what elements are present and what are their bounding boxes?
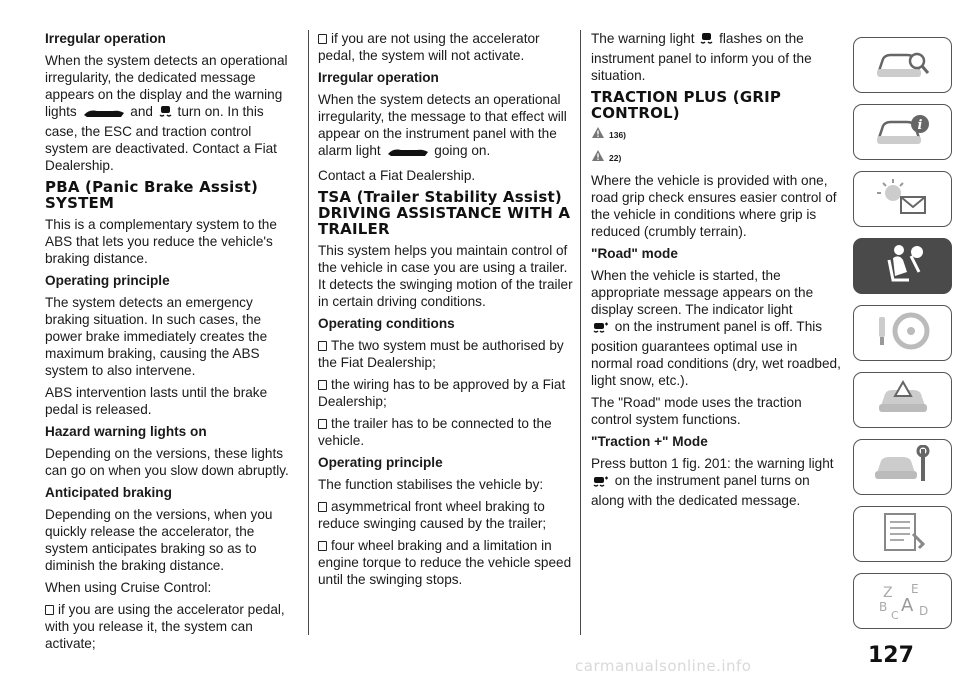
car-search-icon	[873, 43, 933, 88]
svg-text:E: E	[910, 581, 919, 596]
bullet-text: four wheel braking and a limitation in engine torque to reduce the vehicle speed until the swinging stops.	[318, 538, 572, 587]
bullet-icon	[318, 341, 327, 351]
text-traction-a: Press button 1 fig. 201: the warning light	[591, 456, 834, 471]
subheading-anticipated: Anticipated braking	[45, 485, 172, 500]
page-number: 127	[868, 643, 914, 668]
paragraph-contact: Contact a Fiat Dealership.	[318, 168, 476, 183]
subheading-road-mode: "Road" mode	[591, 246, 678, 261]
esc-skid-icon	[387, 145, 429, 162]
tab-starting-driving[interactable]	[853, 305, 952, 361]
paragraph-cruise: When using Cruise Control:	[45, 580, 212, 595]
esc-skid-icon	[83, 106, 125, 123]
tab-knowing-vehicle[interactable]	[853, 37, 952, 93]
subheading-operating-principle: Operating principle	[45, 273, 170, 288]
bullet-icon	[318, 380, 327, 390]
ref-22: 22)	[609, 153, 622, 163]
column-divider-2	[580, 30, 581, 635]
text-traction-b: on the instrument panel turns on along with the dedicated message.	[591, 473, 810, 508]
paragraph-op1: The system detects an emergency braking situation. In such cases, the power brake immediately creates the maximum braking, causing the ABS system to also intervene.	[45, 295, 268, 378]
tab-safety[interactable]	[853, 238, 952, 294]
text-and: and	[130, 104, 153, 119]
bullet-icon	[318, 419, 327, 429]
svg-text:i: i	[917, 117, 922, 133]
column-1	[45, 30, 295, 657]
heading-tsa: TSA (Trailer Stability Assist) DRIVING ASSISTANCE WITH A TRAILER	[318, 188, 571, 238]
traction-car-icon	[159, 105, 172, 123]
paragraph-road	[591, 267, 841, 389]
bullet-text: if you are not using the accelerator pedal, the system will not activate.	[318, 31, 540, 63]
checklist-icon	[873, 510, 933, 559]
paragraph-warning-light	[591, 30, 841, 84]
bullet-icon	[318, 34, 327, 44]
paragraph-traction	[591, 455, 841, 509]
text-irregular-b: turn on. In this case, the ESC and traction control system are deactivated. Contact a Fiat Dealership.	[45, 104, 277, 173]
alphabet-index-icon	[873, 577, 933, 626]
column-2	[318, 30, 574, 593]
paragraph-tsa: This system helps you maintain control of the vehicle in case you are using a trailer. It detects the swinging motion of the trailer in certain driving conditions.	[318, 243, 573, 309]
subheading-irregular-operation: Irregular operation	[45, 31, 166, 46]
bullet-icon	[45, 605, 54, 615]
text-irregular-a: When the system detects an operational irregularity, the dedicated message appears on the display and the warning lights	[45, 53, 288, 119]
caution-triangle-icon	[591, 149, 605, 168]
ref-136: 136)	[609, 130, 627, 140]
svg-text:B: B	[878, 599, 887, 614]
tab-instrument-panel[interactable]	[853, 104, 952, 160]
svg-text:A: A	[900, 594, 913, 616]
subheading-conditions: Operating conditions	[318, 316, 455, 331]
paragraph-op2: ABS intervention lasts until the brake pedal is released.	[45, 385, 268, 417]
car-info-icon	[873, 110, 933, 155]
paragraph-hazard: Depending on the versions, these lights can go on when you slow down abruptly.	[45, 446, 289, 478]
bullet-condition-1	[318, 337, 574, 371]
svg-text:Z: Z	[882, 584, 893, 601]
column-divider-1	[308, 30, 309, 635]
subheading-irregular-operation-2: Irregular operation	[318, 70, 439, 85]
bullet-icon	[318, 502, 327, 512]
text-irregular-a: When the system detects an operational irregularity, the message to that effect will appear on the instrument panel with the alarm light	[318, 92, 567, 158]
traction-plus-icon	[593, 475, 609, 492]
warning-triangle-icon	[591, 126, 605, 145]
bullet-text: the wiring has to be approved by a Fiat Dealership;	[318, 377, 566, 409]
tab-emergency[interactable]	[853, 372, 952, 428]
watermark: carmanualsonline.info	[575, 657, 752, 675]
paragraph-road2: The "Road" mode uses the traction control system functions.	[591, 395, 802, 427]
subheading-traction-mode: "Traction +" Mode	[591, 434, 708, 449]
svg-text:D: D	[918, 603, 928, 618]
car-warning-icon	[873, 378, 933, 423]
key-steering-icon	[873, 309, 933, 358]
paragraph-irregular-2	[318, 91, 574, 162]
warning-ref-22	[591, 149, 841, 168]
tab-servicing[interactable]	[853, 439, 952, 495]
bullet-principle-2	[318, 537, 574, 588]
paragraph-anticipated: Depending on the versions, when you quickly release the accelerator, the system anticipates braking so as to diminish the braking distance.	[45, 507, 273, 573]
bullet-condition-2	[318, 376, 574, 410]
text-road-b: on the instrument panel is off. This position guarantees optimal use in normal road conditions (dry, wet roadbed, light snow, etc.).	[591, 319, 841, 388]
car-wrench-icon	[873, 445, 933, 490]
paragraph-grip: Where the vehicle is provided with one, road grip check ensures easier control of the vehicle in conditions where grip is reduced (crumbly terrain).	[591, 173, 837, 239]
lights-envelope-icon	[873, 177, 933, 222]
warning-ref-136	[591, 126, 841, 145]
subheading-principle: Operating principle	[318, 455, 443, 470]
bullet-text: the trailer has to be connected to the vehicle.	[318, 416, 552, 448]
heading-pba: PBA (Panic Brake Assist) SYSTEM	[45, 178, 259, 212]
text-warn-b: flashes on the instrument panel to inform you of the situation.	[591, 31, 812, 83]
tab-index[interactable]	[853, 573, 952, 629]
traction-plus-icon	[593, 321, 609, 338]
bullet-text: asymmetrical front wheel braking to reduce swinging caused by the trailer;	[318, 499, 547, 531]
column-3	[591, 30, 841, 514]
bullet-not-using-accelerator	[318, 30, 574, 64]
paragraph-irregular	[45, 52, 295, 174]
traction-car-icon	[700, 32, 713, 50]
subheading-hazard: Hazard warning lights on	[45, 424, 207, 439]
airbag-seat-icon	[873, 242, 933, 291]
bullet-text: The two system must be authorised by the Fiat Dealership;	[318, 338, 564, 370]
tab-lights-messages[interactable]	[853, 171, 952, 227]
paragraph-principle: The function stabilises the vehicle by:	[318, 477, 544, 492]
text-irregular-b: going on.	[434, 143, 491, 158]
heading-traction-plus: TRACTION PLUS (GRIP CONTROL)	[591, 88, 782, 122]
bullet-condition-3	[318, 415, 574, 449]
text-warn-a: The warning light	[591, 31, 695, 46]
text-road-a: When the vehicle is started, the appropriate message appears on the display screen. The indicator light	[591, 268, 814, 317]
paragraph-pba: This is a complementary system to the ABS that lets you reduce the vehicle's braking distance.	[45, 217, 277, 266]
bullet-principle-1	[318, 498, 574, 532]
tab-technical-data[interactable]	[853, 506, 952, 562]
bullet-using-accelerator	[45, 601, 295, 652]
bullet-text: if you are using the accelerator pedal, with you release it, the system can activate;	[45, 602, 285, 651]
chapter-sidebar	[853, 37, 952, 640]
svg-text:C: C	[890, 608, 899, 621]
bullet-icon	[318, 541, 327, 551]
